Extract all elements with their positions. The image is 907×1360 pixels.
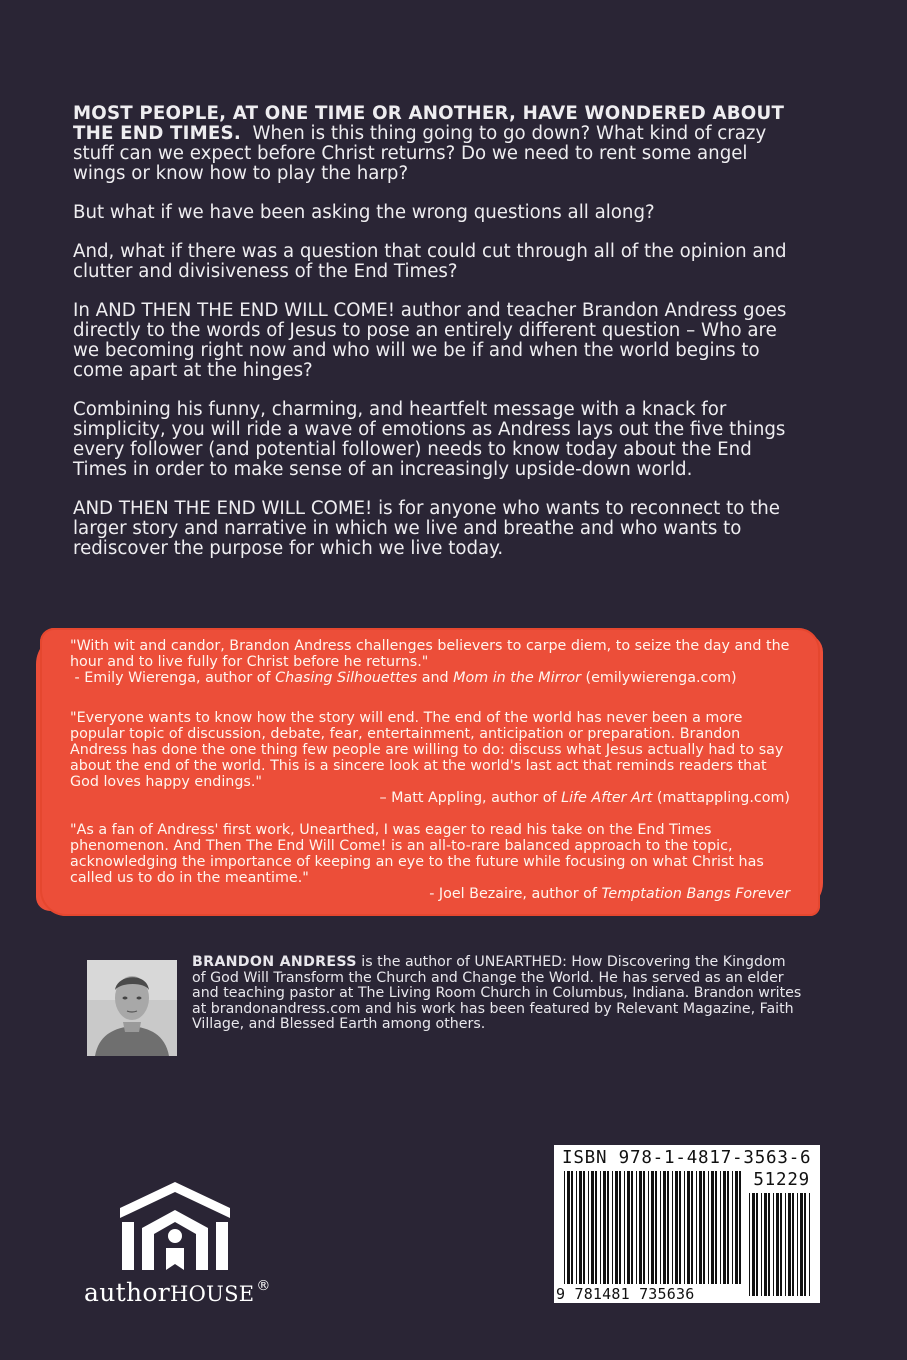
blurb-paragraph-3: And, what if there was a question that could cut through all of the opinion and clutter and divisiveness of the End Times?: [73, 241, 787, 282]
price-code: 51229: [753, 1170, 810, 1190]
author-bio: [192, 955, 802, 1033]
author-portrait-icon: [87, 960, 177, 1056]
attribution-author: - Joel Bezaire, author of: [429, 886, 602, 902]
endorsement-3: [70, 822, 790, 902]
attribution-joiner: and: [417, 670, 454, 686]
blurb-paragraph-6: AND THEN THE END WILL COME! is for anyone who wants to reconnect to the larger story and narrative in which we live and breathe and who wants to rediscover the purpose for which we live today.: [73, 498, 780, 559]
attribution-website: (mattappling.com): [652, 790, 790, 806]
author-bio-text: is the author of UNEARTHED: How Discovering the Kingdom of God Will Transform the Church and Change the World. He has served as an elder and teaching pastor at The Living Room Church in Columbus, Indiana. Brandon writes at brandonandress.com and his work has been featured by Relevant Magazine, Faith Village, and Blessed Earth among others.: [192, 954, 802, 1033]
endorsement-quote: "Everyone wants to know how the story will end. The end of the world has never been a more popular topic of discussion, debate, fear, entertainment, anticipation or preparation. Brandon Andress has done the one thing few people are willing to do: discuss what Jesus actually had to say about the end of the world. This is a sincere look at the world's last act that reminds readers that God loves happy endings.": [70, 710, 784, 790]
book-title: Chasing Silhouettes: [275, 670, 418, 686]
blurb-lead-text: When is this thing going to go down? What kind of crazy stuff can we expect before Christ returns? Do we need to rent some angel wings or know how to play the harp?: [73, 123, 767, 184]
endorsement-attribution: [70, 670, 790, 686]
addon-barcode-bars: [749, 1193, 814, 1296]
book-title: Temptation Bangs Forever: [601, 886, 790, 902]
ean-digits: 9 781481 735636: [556, 1285, 695, 1303]
author-photo: [87, 960, 177, 1056]
endorsement-attribution: [70, 790, 790, 806]
back-cover-blurb: [73, 104, 798, 578]
blurb-paragraph-2: But what if we have been asking the wrong questions all along?: [73, 202, 655, 223]
blurb-paragraph-5: Combining his funny, charming, and heartfelt message with a knack for simplicity, you will ride a wave of emotions as Andress lays out the five things every follower (and potential follower) needs to know today about the End Times in order to make sense of an increasingly upside-down world.: [73, 399, 786, 480]
endorsement-1: [70, 638, 790, 686]
blurb-paragraph-4: In AND THEN THE END WILL COME! author and teacher Brandon Andress goes directly to the words of Jesus to pose an entirely different question – Who are we becoming right now and who will we be if and when the world begins to come apart at the hinges?: [73, 300, 787, 381]
publisher-name-part1: author: [84, 1278, 170, 1307]
attribution-author: – Matt Appling, author of: [379, 790, 562, 806]
attribution-author: - Emily Wierenga, author of: [74, 670, 276, 686]
book-title: Life After Art: [561, 790, 653, 806]
publisher-name: [84, 1278, 271, 1307]
endorsements-panel: [40, 628, 820, 916]
author-name: BRANDON ANDRESS: [192, 954, 357, 970]
blurb-lead-heading: MOST PEOPLE, AT ONE TIME OR ANOTHER, HAVE WONDERED ABOUT THE END TIMES.: [73, 103, 785, 144]
registered-mark: ®: [256, 1278, 271, 1294]
isbn-barcode: [554, 1145, 820, 1303]
publisher-name-part2: HOUSE: [169, 1282, 255, 1306]
endorsement-quote: "With wit and candor, Brandon Andress challenges believers to carpe diem, to seize the day and the hour and to live fully for Christ before he returns.": [70, 638, 790, 670]
endorsement-2: [70, 710, 790, 806]
ean-barcode-bars: [564, 1171, 744, 1284]
blurb-paragraph-1: [73, 104, 798, 184]
attribution-website: (emilywierenga.com): [580, 670, 737, 686]
isbn-text: ISBN 978-1-4817-3563-6: [562, 1148, 812, 1168]
authorhouse-logo-icon: [112, 1178, 238, 1273]
book-title: Mom in the Mirror: [453, 670, 581, 686]
endorsement-attribution: [70, 886, 790, 902]
endorsement-quote: "As a fan of Andress' first work, Unearthed, I was eager to read his take on the End Times phenomenon. And Then The End Will Come! is an all-to-rare balanced approach to the topic, acknowledging the importance of keeping an eye to the future while focusing on what Christ has called us to do in the meantime.": [70, 822, 764, 886]
